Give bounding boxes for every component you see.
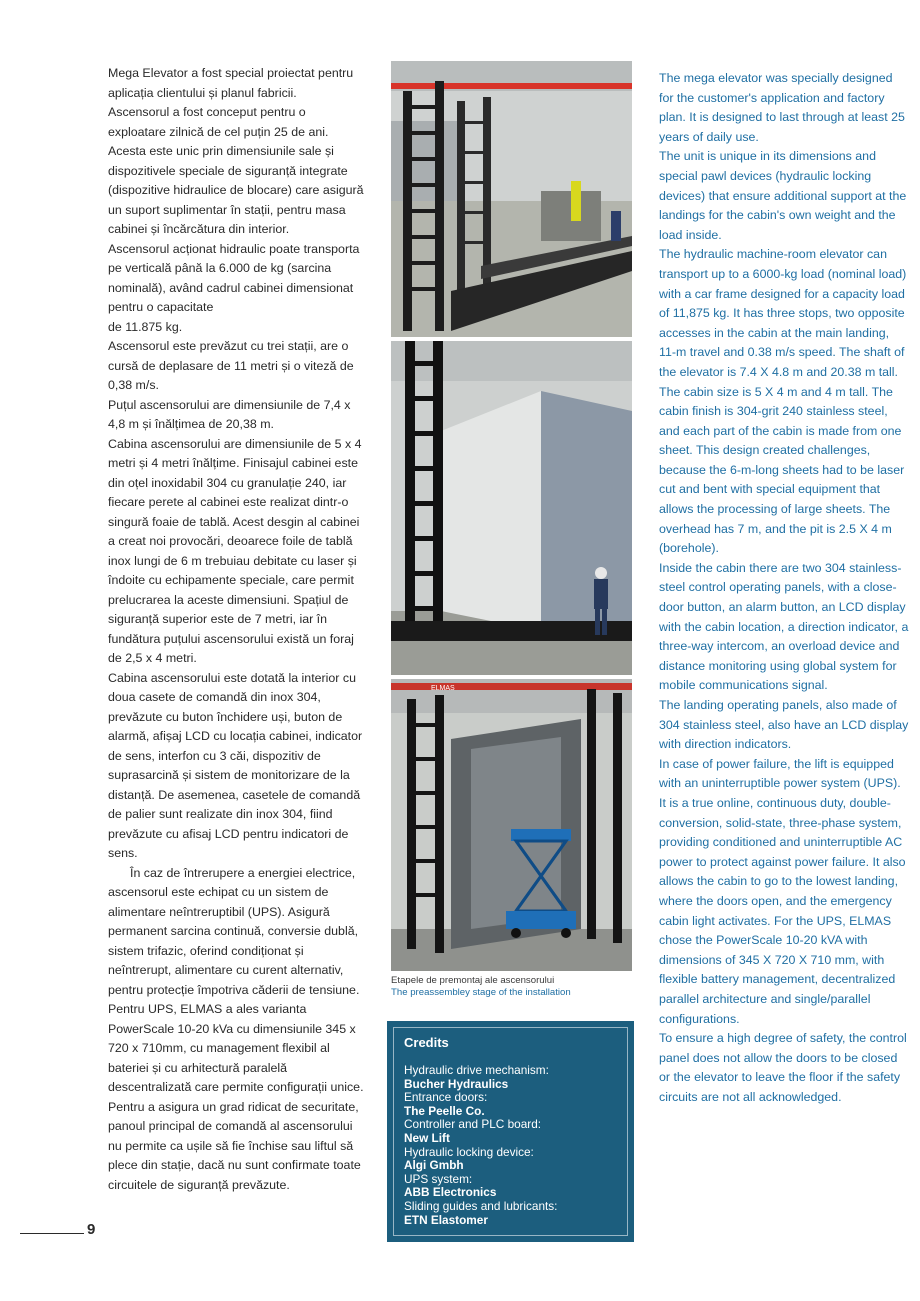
- credit-value: ETN Elastomer: [404, 1212, 488, 1227]
- page-number: 9: [87, 1221, 96, 1238]
- page-number-rule: [20, 1233, 84, 1234]
- credit-value: New Lift: [404, 1130, 450, 1145]
- en-paragraph: Inside the cabin there are two 304 stainless-steel control operating panels, with a close-door button, an alarm button, an LCD display with the cabin location, a direction indicator, a three-way intercom, an overload device and distance monitoring using global system for mobile communications signal.: [659, 560, 909, 693]
- en-paragraph: The landing operating panels, also made of 304 stainless steel, also have an LCD display with direction indicators.: [659, 698, 909, 752]
- credits-title: Credits: [404, 1035, 449, 1050]
- cabin-illustration: [391, 341, 632, 675]
- en-paragraph: The hydraulic machine-room elevator can transport up to a 6000-kg load (nominal load) with a car frame designed for a capacity load of 11,875 kg. It has three stops, two opposite accesses in the cabin at the main landing, 11-m travel and 0.38 m/s speed. The shaft of the elevator is 7.4 X 4.8 m and 20.38 m tall.: [659, 247, 907, 379]
- credit-label: Hydraulic drive mechanism:: [404, 1063, 549, 1077]
- credit-value: The Peelle Co.: [404, 1103, 485, 1118]
- credit-label: Hydraulic locking device:: [404, 1144, 534, 1159]
- en-paragraph: In case of power failure, the lift is equipped with an uninterruptible power system (UPS). It is a true online, continuous duty, double-conversion, solid-state, three-phase system, providing conditioned and uninterruptible AC power to protect against power failure. It also allows the cabin to go to the lowest landing, where the doors open, and the emergency cabin light activates. For the UPS, ELMAS chose the PowerScale 10-20 kVA with dimensions of 345 X 720 X 710 mm, with flexible battery management, decentralized parallel architecture and single/parallel configurations.: [659, 756, 906, 1026]
- overhead-crane-label: ELMAS: [431, 685, 455, 692]
- credit-label: Sliding guides and lubricants:: [404, 1198, 558, 1213]
- ro-paragraph: Ascensorul este prevăzut cu trei stații, are o cursă de deplasare de 11 metri și o viteză de 0,38 m/s.: [108, 339, 354, 392]
- en-paragraph: The mega elevator was specially designed for the customer's application and factory plan. It is designed to last through at least 25 years of daily use.: [659, 71, 905, 144]
- cabin-assembly-photo: [391, 341, 632, 675]
- lift-platform-illustration: [391, 679, 632, 971]
- shaft-frames-photo: [391, 61, 632, 337]
- ro-paragraph: Ascensorul a fost conceput pentru o exploatare zilnică de cel puțin 25 de ani.: [108, 105, 329, 139]
- en-paragraph: The unit is unique in its dimensions and special pawl devices (hydraulic locking devices) that ensure additional support at the landings for the cabin's own weight and the load inside.: [659, 149, 907, 242]
- english-column: [659, 69, 909, 1107]
- ro-paragraph: Cabina ascensorului are dimensiunile de 5 x 4 metri și 4 metri înălțime. Finisajul cabinei este din oțel inoxidabil 304 cu granulație 240, iar fiecare perete al cabinei este realizat dintr-o singură foaie de tablă. Acest desgin al cabinei a creat noi provocări, deoarece foile de tablă inox lungi de 6 m trebuiau debitate cu laser și îndoite cu echipamente speciale, care permit prelucrarea la aceste dimensiuni. Spațiul de siguranță superior este de 7 metri, iar în fundătura puțului ascensorului există un foraj de 2,5 x 4 metri.: [108, 436, 362, 665]
- ro-paragraph: Puțul ascensorului are dimensiunile de 7,4 x 4,8 m și înălțimea de 20,38 m.: [108, 397, 351, 431]
- photo-caption: [391, 975, 632, 998]
- caption-english: The preassembley stage of the installation: [391, 986, 571, 998]
- credit-label: Controller and PLC board:: [404, 1117, 542, 1132]
- romanian-column: [108, 64, 366, 1195]
- ro-paragraph: Mega Elevator a fost special proiectat pentru aplicația clientului și planul fabricii.: [108, 66, 354, 100]
- lift-platform-photo: [391, 679, 632, 971]
- credit-value: ABB Electronics: [404, 1185, 497, 1200]
- ro-paragraph: Pentru UPS, ELMAS a ales varianta PowerScale 10-20 kVa cu dimensiunile 345 x 720 x 710mm, cu management flexibil al bateriei și cu arhitectură paralelă descentralizată care permite configurații unice. Pentru a asigura un grad ridicat de securitate, panoul principal de comandă al ascensorului nu permite ca ușile să fie închise sau liftul să plece din stație, dacă nu sunt confirmate toate circuitele de siguranță prevăzute.: [108, 1002, 364, 1192]
- shaft-frames-illustration: [391, 61, 632, 337]
- credit-label: UPS system:: [404, 1171, 473, 1186]
- en-paragraph: The cabin size is 5 X 4 m and 4 m tall. The cabin finish is 304-grit 240 stainless steel, and each part of the cabin is made from one sheet. This design created challenges, because the 6-m-long sheets had to be laser cut and bent with special equipment that allows the processing of large sheets. The overhead has 7 m, and the pit is 2.5 X 4 m (borehole).: [659, 384, 905, 556]
- credit-value: Bucher Hydraulics: [404, 1076, 509, 1091]
- credits-box: [387, 1021, 634, 1242]
- credit-label: Entrance doors:: [404, 1090, 488, 1105]
- credit-value: Algi Gmbh: [404, 1158, 464, 1173]
- ro-paragraph: de 11.875 kg.: [108, 319, 183, 334]
- ro-paragraph: Ascensorul acționat hidraulic poate transporta pe verticală până la 6.000 de kg (sarcina nominală), având cadrul cabinei dimensionat pentru o capacitate: [108, 241, 360, 314]
- caption-romanian: Etapele de premontaj ale ascensorului: [391, 975, 555, 986]
- ro-paragraph: Acesta este unic prin dimensiunile sale și dispozitivele speciale de siguranță integrate (dispozitive hidraulice de blocare) care asigură un suport suplimentar în stații, pentru masa cabinei și încărcătura din interior.: [108, 144, 364, 236]
- en-paragraph: To ensure a high degree of safety, the control panel does not allow the doors to be closed or the elevator to leave the floor if the safety circuits are not all acknowledged.: [659, 1031, 907, 1104]
- ro-paragraph: Cabina ascensorului este dotată la interior cu doua casete de comandă din inox 304, prevăzute cu buton închidere uși, buton de alarmă, afișaj LCD cu locația cabinei, indicator de sens, interfon cu 3 căi, dispozitiv de suprasarcină și sistem de monitorizare de la distanță. De asemenea, casetele de comandă de palier sunt realizate din inox 304, fiind prevăzute cu afisaj LCD pentru indicatori de sens.: [108, 670, 363, 860]
- ro-paragraph-indented: În caz de întrerupere a energiei electrice, ascensorul este echipat cu un sistem de alimentare neîntreruptibil (UPS). Asigură permanent sarcina continuă, conversie dublă, sistem trifazic, oferind condiționat și neîntrerupt, alimentare cu curent alternativ, pentru protecție împotriva căderii de tensiune.: [108, 865, 360, 997]
